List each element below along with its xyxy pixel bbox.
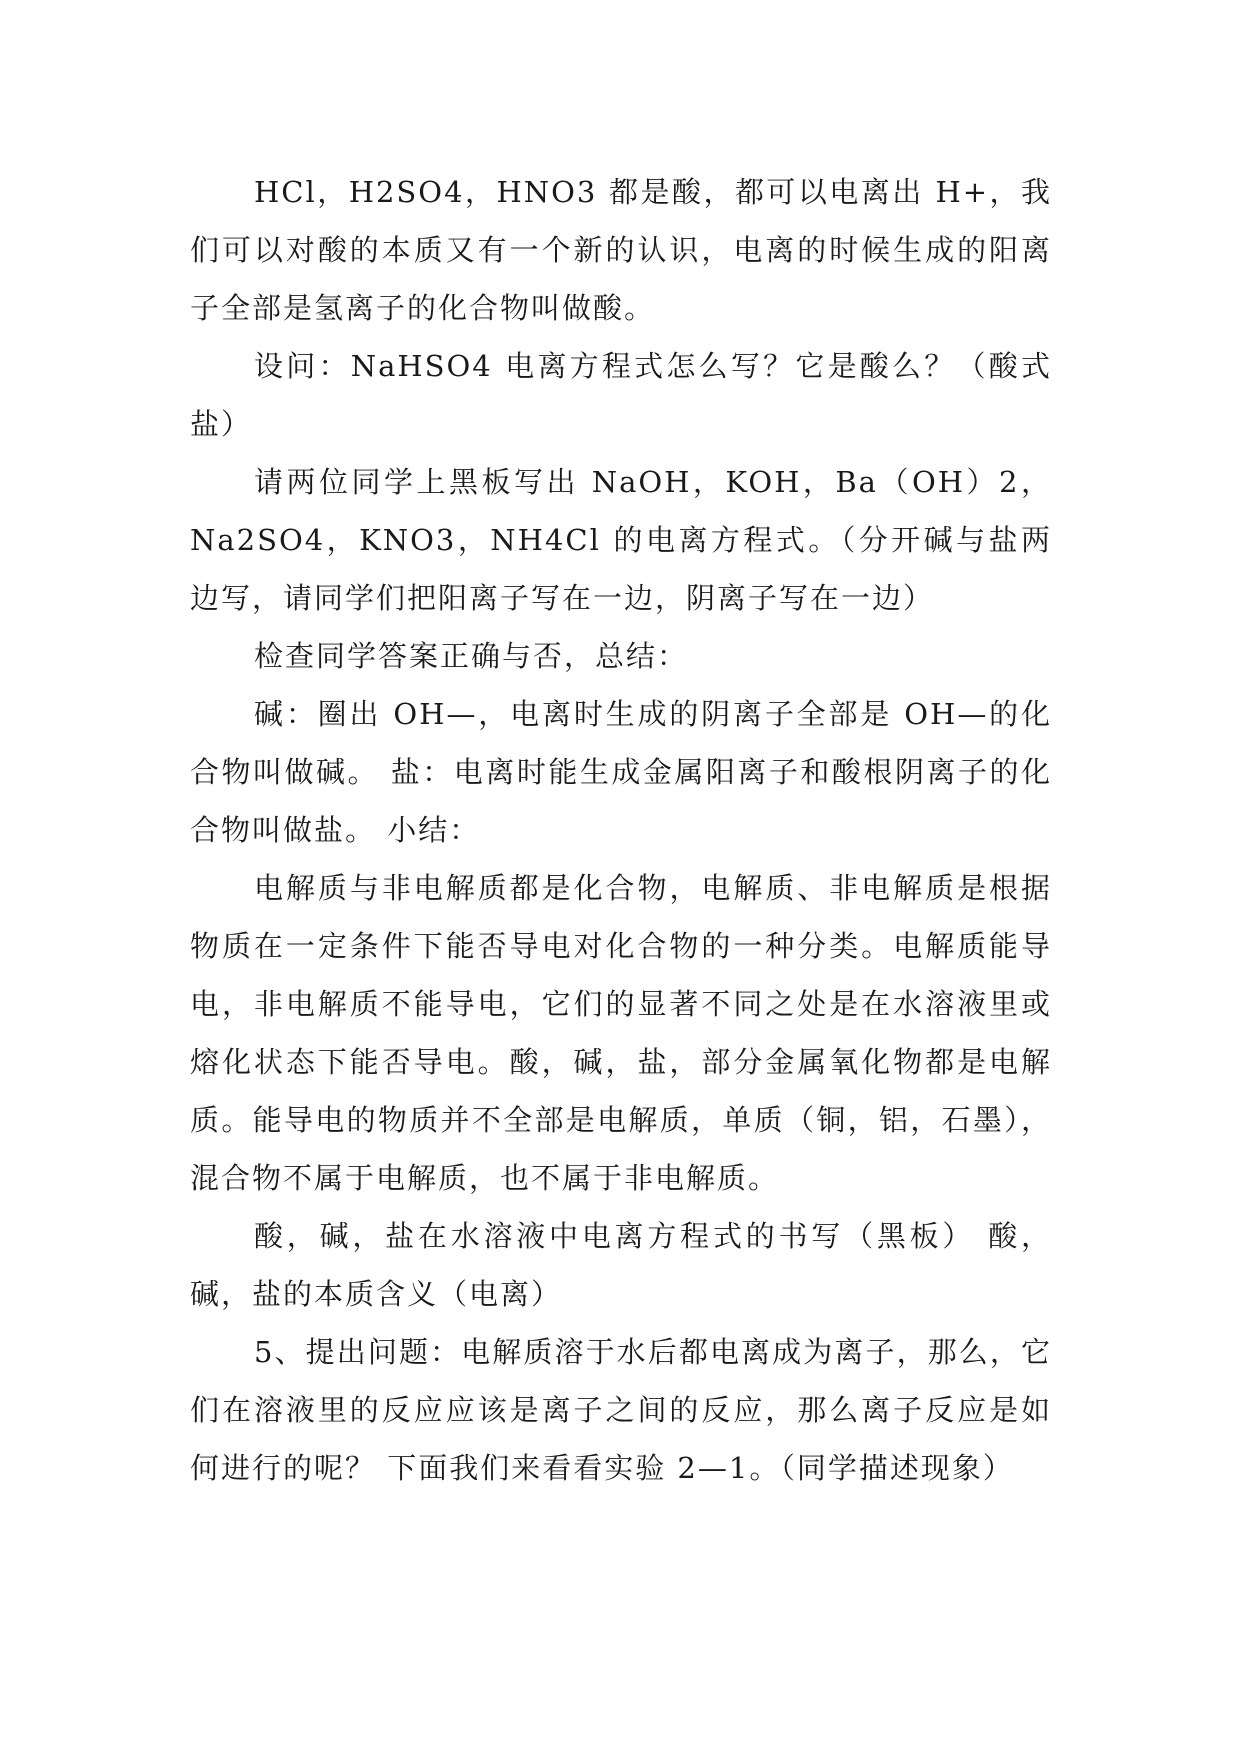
paragraph-acid-definition: HCl，H2SO4，HNO3 都是酸，都可以电离出 H+，我们可以对酸的本质又有一个新的认识，电离的时候生成的阳离子全部是氢离子的化合物叫做酸。: [190, 175, 1052, 325]
paragraph-question-nahso4: 设问：NaHSO4 电离方程式怎么写？它是酸么？（酸式盐）: [190, 349, 1052, 441]
paragraph-base-salt-definition: 碱：圈出 OH—，电离时生成的阴离子全部是 OH—的化合物叫做碱。 盐：电离时能生成金属阳离子和酸根阴离子的化合物叫做盐。 小结：: [190, 697, 1052, 847]
paragraph-ionization-equations: 酸，碱，盐在水溶液中电离方程式的书写（黑板） 酸，碱，盐的本质含义（电离）: [190, 1219, 1052, 1311]
paragraph-ionic-reaction-question: 5、提出问题：电解质溶于水后都电离成为离子，那么，它们在溶液里的反应应该是离子之间的反应，那么离子反应是如何进行的呢？ 下面我们来看看实验 2—1。（同学描述现象）: [190, 1335, 1052, 1485]
document-body: [190, 163, 1052, 1497]
paragraph-check-answers: 检查同学答案正确与否，总结：: [254, 639, 689, 673]
paragraph-blackboard-task: 请两位同学上黑板写出 NaOH，KOH，Ba（OH）2，Na2SO4，KNO3，NH4Cl 的电离方程式。（分开碱与盐两边写，请同学们把阳离子写在一边，阴离子写在一边）: [190, 465, 1052, 615]
paragraph-summary-electrolytes: 电解质与非电解质都是化合物，电解质、非电解质是根据物质在一定条件下能否导电对化合物的一种分类。电解质能导电，非电解质不能导电，它们的显著不同之处是在水溶液里或熔化状态下能否导电。酸，碱，盐，部分金属氧化物都是电解质。能导电的物质并不全部是电解质，单质（铜，铝，石墨），混合物不属于电解质，也不属于非电解质。: [190, 871, 1052, 1195]
